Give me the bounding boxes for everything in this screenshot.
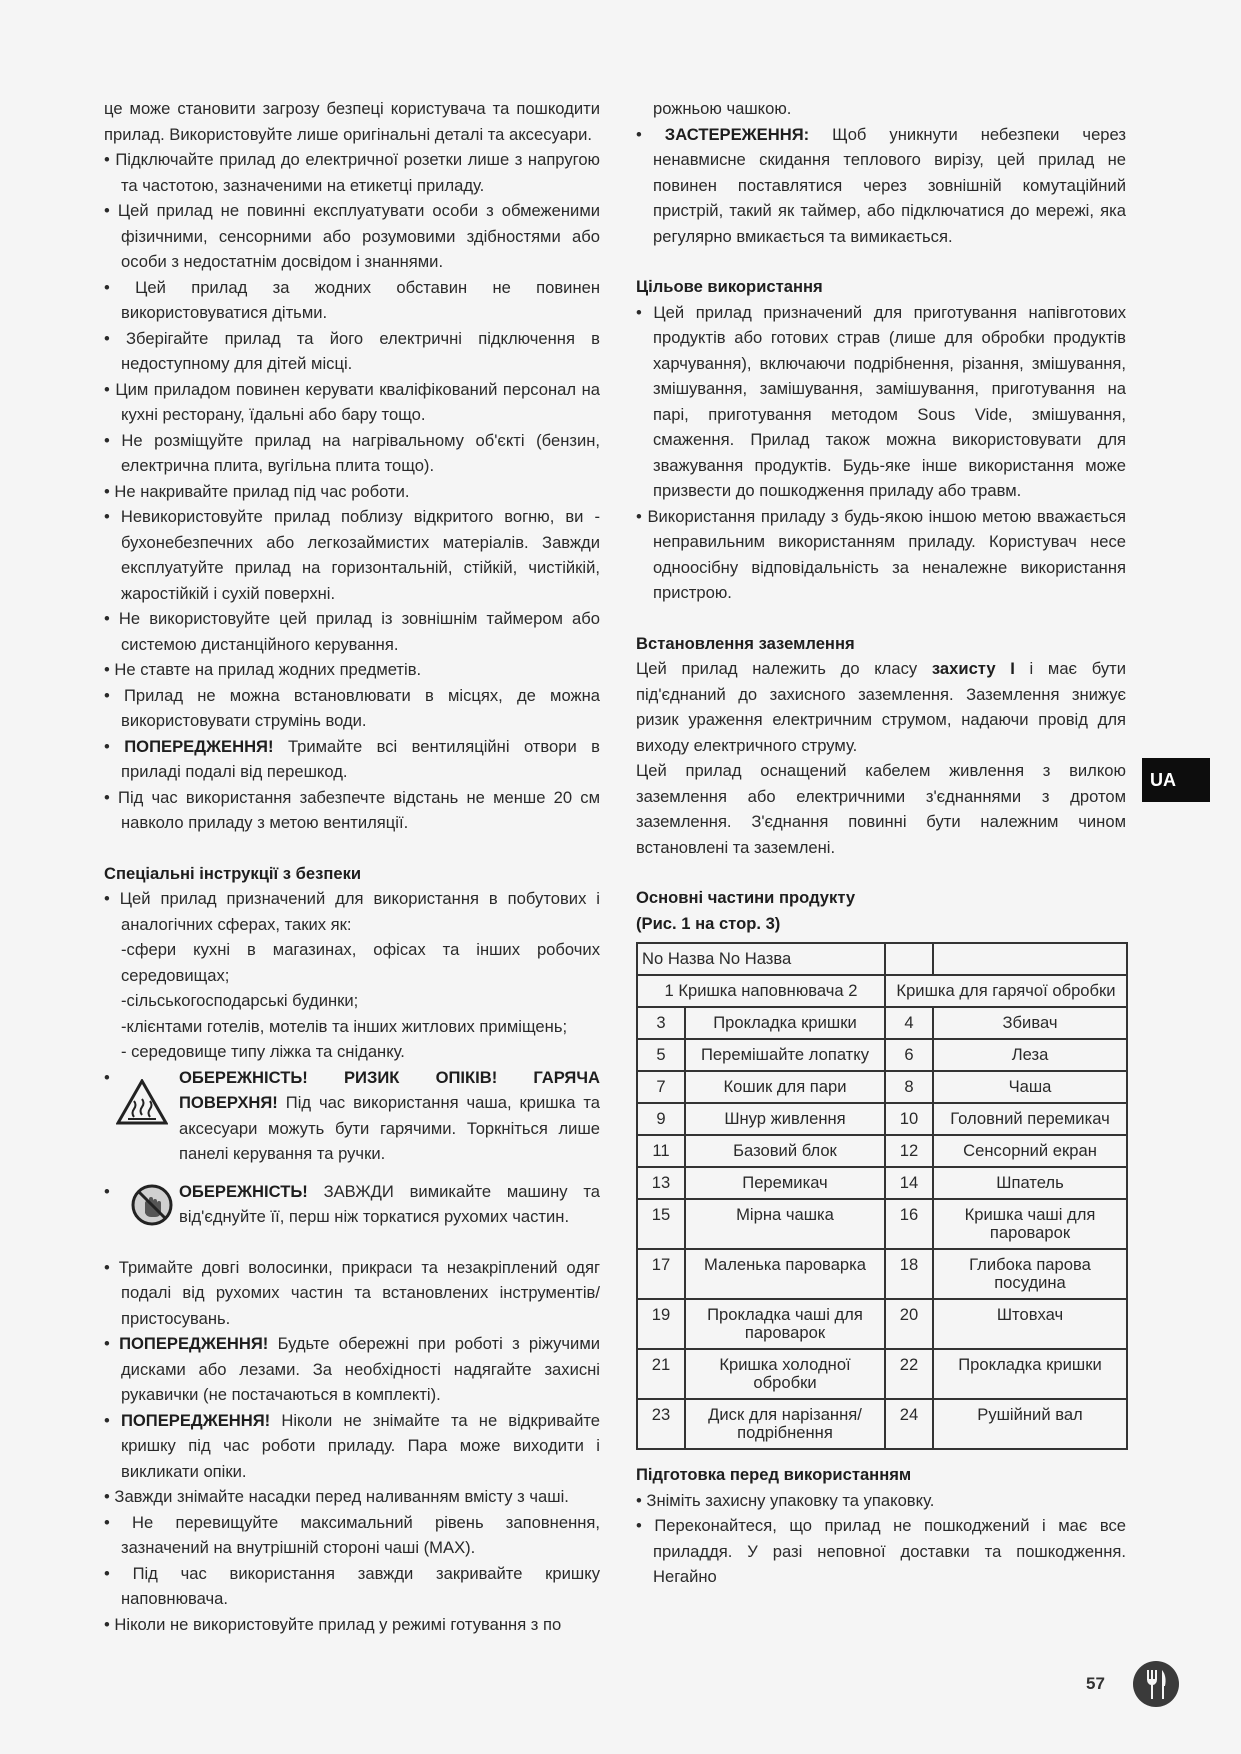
bullet-item: • Ніколи не використовуйте прилад у режимі готування з по: [104, 1614, 562, 1634]
table-row: 3 Прокладка кришки 4 Збивач: [637, 1007, 1127, 1039]
bullet-item: • Використання приладу з будь-якою іншою метою вважається неправильним використанням приладу. Користувач несе одноосібну відповідальність за неналежне використання пристрою.: [636, 506, 1126, 602]
bullet-item: • Прилад не можна встановлювати в місцях, де можна використовувати струмінь води.: [104, 685, 600, 730]
table-row: 13 Перемикач 14 Шпатель: [637, 1167, 1127, 1199]
no-touch-hand-icon: [130, 1183, 174, 1227]
warning-item: • ПОПЕРЕДЖЕННЯ! Ніколи не знімайте та не відкривайте кришку під час роботи приладу. Пара може виходити і викликати опіки.: [104, 1410, 600, 1481]
sub-item: -сільськогосподарські будинки;: [121, 991, 359, 1010]
sub-item: -сфери кухні в магазинах, офісах та інших робочих середовищах;: [121, 940, 600, 985]
bullet-item: • Не ставте на прилад жодних предметів.: [104, 660, 422, 679]
bullet-item: • Підключайте прилад до електричної розетки лише з напругою та частотою, зазначеними на етикетці приладу.: [104, 150, 601, 195]
bullet-item: • Під час використання завжди закривайте кришку наповнювача.: [104, 1563, 600, 1608]
bullet-item: • Не використовуйте цей прилад із зовнішнім таймером або системою дистанційного керування.: [104, 609, 601, 654]
page-number: 57: [1086, 1674, 1105, 1693]
table-header-row: [637, 943, 1127, 975]
bullet-item: • Цей прилад не повинні експлуатувати особи з обмеженими фізичними, сенсорними або розумовими здібностями або особи з недостатнім досвідом і знаннями.: [104, 201, 600, 271]
table-row: 15 Мірна чашка 16 Кришка чаші для пароварок: [637, 1199, 1127, 1249]
warning-item: • ПОПЕРЕДЖЕННЯ! Тримайте всі вентиляційні отвори в приладі подалі від перешкод.: [104, 736, 600, 781]
bullet-item: • Зберігайте прилад та його електричні підключення в недоступному для дітей місці.: [104, 328, 600, 373]
section-heading-main-parts: Основні частини продукту: [636, 888, 856, 907]
paragraph: Цей прилад оснащений кабелем живлення з вилкою заземлення або електричними з'єднаннями з дротом заземлення. З'єднання повинні бути належним чином встановлені та заземлені.: [636, 761, 1126, 857]
warning-item: • ЗАСТЕРЕЖЕННЯ: Щоб уникнути небезпеки через ненавмисне скидання теплового вирізу, цей прилад не повинен поставлятися через зовнішній комутаційний пристрій, такий як таймер, або підключатися до мережі, яка регулярно вмикається та вимикається.: [636, 124, 1126, 246]
table-row: [637, 975, 1127, 1007]
cutlery-logo-icon: [1132, 1660, 1180, 1708]
table-row: 7 Кошик для пари 8 Чаша: [637, 1071, 1127, 1103]
language-tab: UA: [1142, 758, 1210, 802]
figure-reference: (Рис. 1 на стор. 3): [636, 913, 781, 933]
right-column: [636, 96, 1126, 1590]
hot-surface-warning: • ОБЕРЕЖНІСТЬ! РИЗИК ОПІКІВ! ГАРЯЧА ПОВЕРХНЯ! Під час використання чаша, кришка та аксесуари можуть бути гарячими. Торкніться лише панелі керування та ручки.: [104, 1067, 600, 1163]
sub-item: - середовище типу ліжка та сніданку.: [121, 1042, 405, 1061]
paragraph: Цей прилад належить до класу захисту I і має бути під'єднаний до захисного заземлення. Заземлення знижує ризик ураження електричним струмом, надаючи провід для виходу електричного струму.: [636, 659, 1127, 755]
table-row: 11 Базовий блок 12 Сенсорний екран: [637, 1135, 1127, 1167]
bullet-item: • Не перевищуйте максимальний рівень заповнення, зазначений на внутрішній стороні чаші (MAX).: [104, 1512, 600, 1557]
paragraph: це може становити загрозу безпеці користувача та пошкодити прилад. Використовуйте лише оригінальні деталі та аксесуари.: [104, 99, 600, 144]
warning-item: • ПОПЕРЕДЖЕННЯ! Будьте обережні при роботі з ріжучими дисками або лезами. За необхідності надягайте захисні рукавички (не постачаються в комплекті).: [104, 1334, 601, 1404]
bullet-item: • Не накривайте прилад під час роботи.: [104, 481, 410, 501]
hot-surface-icon: [116, 1079, 168, 1125]
moving-parts-warning: • ОБЕРЕЖНІСТЬ! ЗАВЖДИ вимикайте машину та від'єднуйте її, перш ніж торкатися рухомих частин.: [104, 1181, 600, 1226]
bullet-item: • Переконайтеся, що прилад не пошкоджений і має все приладдя. У разі неповної доставки та пошкодження. Негайно: [636, 1516, 1127, 1586]
bullet-item: • Завжди знімайте насадки перед наливанням вмісту з чаші.: [104, 1487, 569, 1506]
bullet-item: • Зніміть захисну упаковку та упаковку.: [636, 1490, 935, 1510]
sub-item: -клієнтами готелів, мотелів та інших житлових приміщень;: [121, 1016, 568, 1036]
section-heading-preparation: Підготовка перед використанням: [636, 1465, 912, 1484]
table-row: 5 Перемішайте лопатку 6 Леза: [637, 1039, 1127, 1071]
section-heading-grounding: Встановлення заземлення: [636, 633, 855, 653]
table-cell: Кришка для гарячої обробки: [885, 975, 1127, 1007]
bullet-item: • Під час використання забезпечте відстань не менше 20 см навколо приладу з метою вентиляції.: [104, 787, 601, 832]
table-row: 17 Маленька пароварка 18 Глибока парова посудина: [637, 1249, 1127, 1299]
bullet-item: • Невикористовуйте прилад поблизу відкритого вогню, ви - бухонебезпечних або легкозаймистих матеріалів. Завжди експлуатуйте прилад на горизонтальній, стійкій, чистійкій, жаростійкій і сухій поверхні.: [104, 507, 600, 603]
table-row: 19 Прокладка чаші для пароварок 20 Штовхач: [637, 1299, 1127, 1349]
table-row: 23 Диск для нарізання/подрібнення 24 Рушійний вал: [637, 1399, 1127, 1449]
bullet-item: • Цей прилад за жодних обставин не повинен використовуватися дітьми.: [104, 277, 600, 322]
table-row: 21 Кришка холодної обробки 22 Прокладка кришки: [637, 1349, 1127, 1399]
parts-table: [636, 942, 1128, 1450]
table-header: No Назва No Назва: [637, 943, 885, 975]
section-heading-special-safety: Спеціальні інструкції з безпеки: [104, 863, 362, 883]
table-cell: 1 Кришка наповнювача 2: [637, 975, 885, 1007]
paragraph: рожньою чашкою.: [653, 99, 792, 118]
section-heading-intended-use: Цільове використання: [636, 277, 823, 296]
table-row: 9 Шнур живлення 10 Головний перемикач: [637, 1103, 1127, 1135]
bullet-item: • Тримайте довгі волосинки, прикраси та незакріплений одяг подалі від рухомих частин та встановлених інструментів/пристосувань.: [104, 1257, 601, 1328]
bullet-item: • Не розміщуйте прилад на нагрівальному об'єкті (бензин, електрична плита, вугільна плита тощо).: [104, 430, 601, 475]
bullet-item: • Цим приладом повинен керувати кваліфікований персонал на кухні ресторану, їдальні або бару тощо.: [104, 379, 600, 424]
bullet-item: • Цей прилад призначений для приготування напівготових продуктів або готових страв (лише для обробки продуктів харчування), включаючи подрібнення, різання, змішування, змішування, замішування, замішування, приготування на парі, приготування методом Sous Vide, змішування, смаження. Прилад також можна використовувати для зважування продуктів. Будь-яке інше використання може призвести до пошкодження приладу або травм.: [636, 302, 1126, 500]
left-column: [104, 96, 600, 1637]
bullet-item: • Цей прилад призначений для використання в побутових і аналогічних сферах, таких як:: [104, 889, 600, 934]
